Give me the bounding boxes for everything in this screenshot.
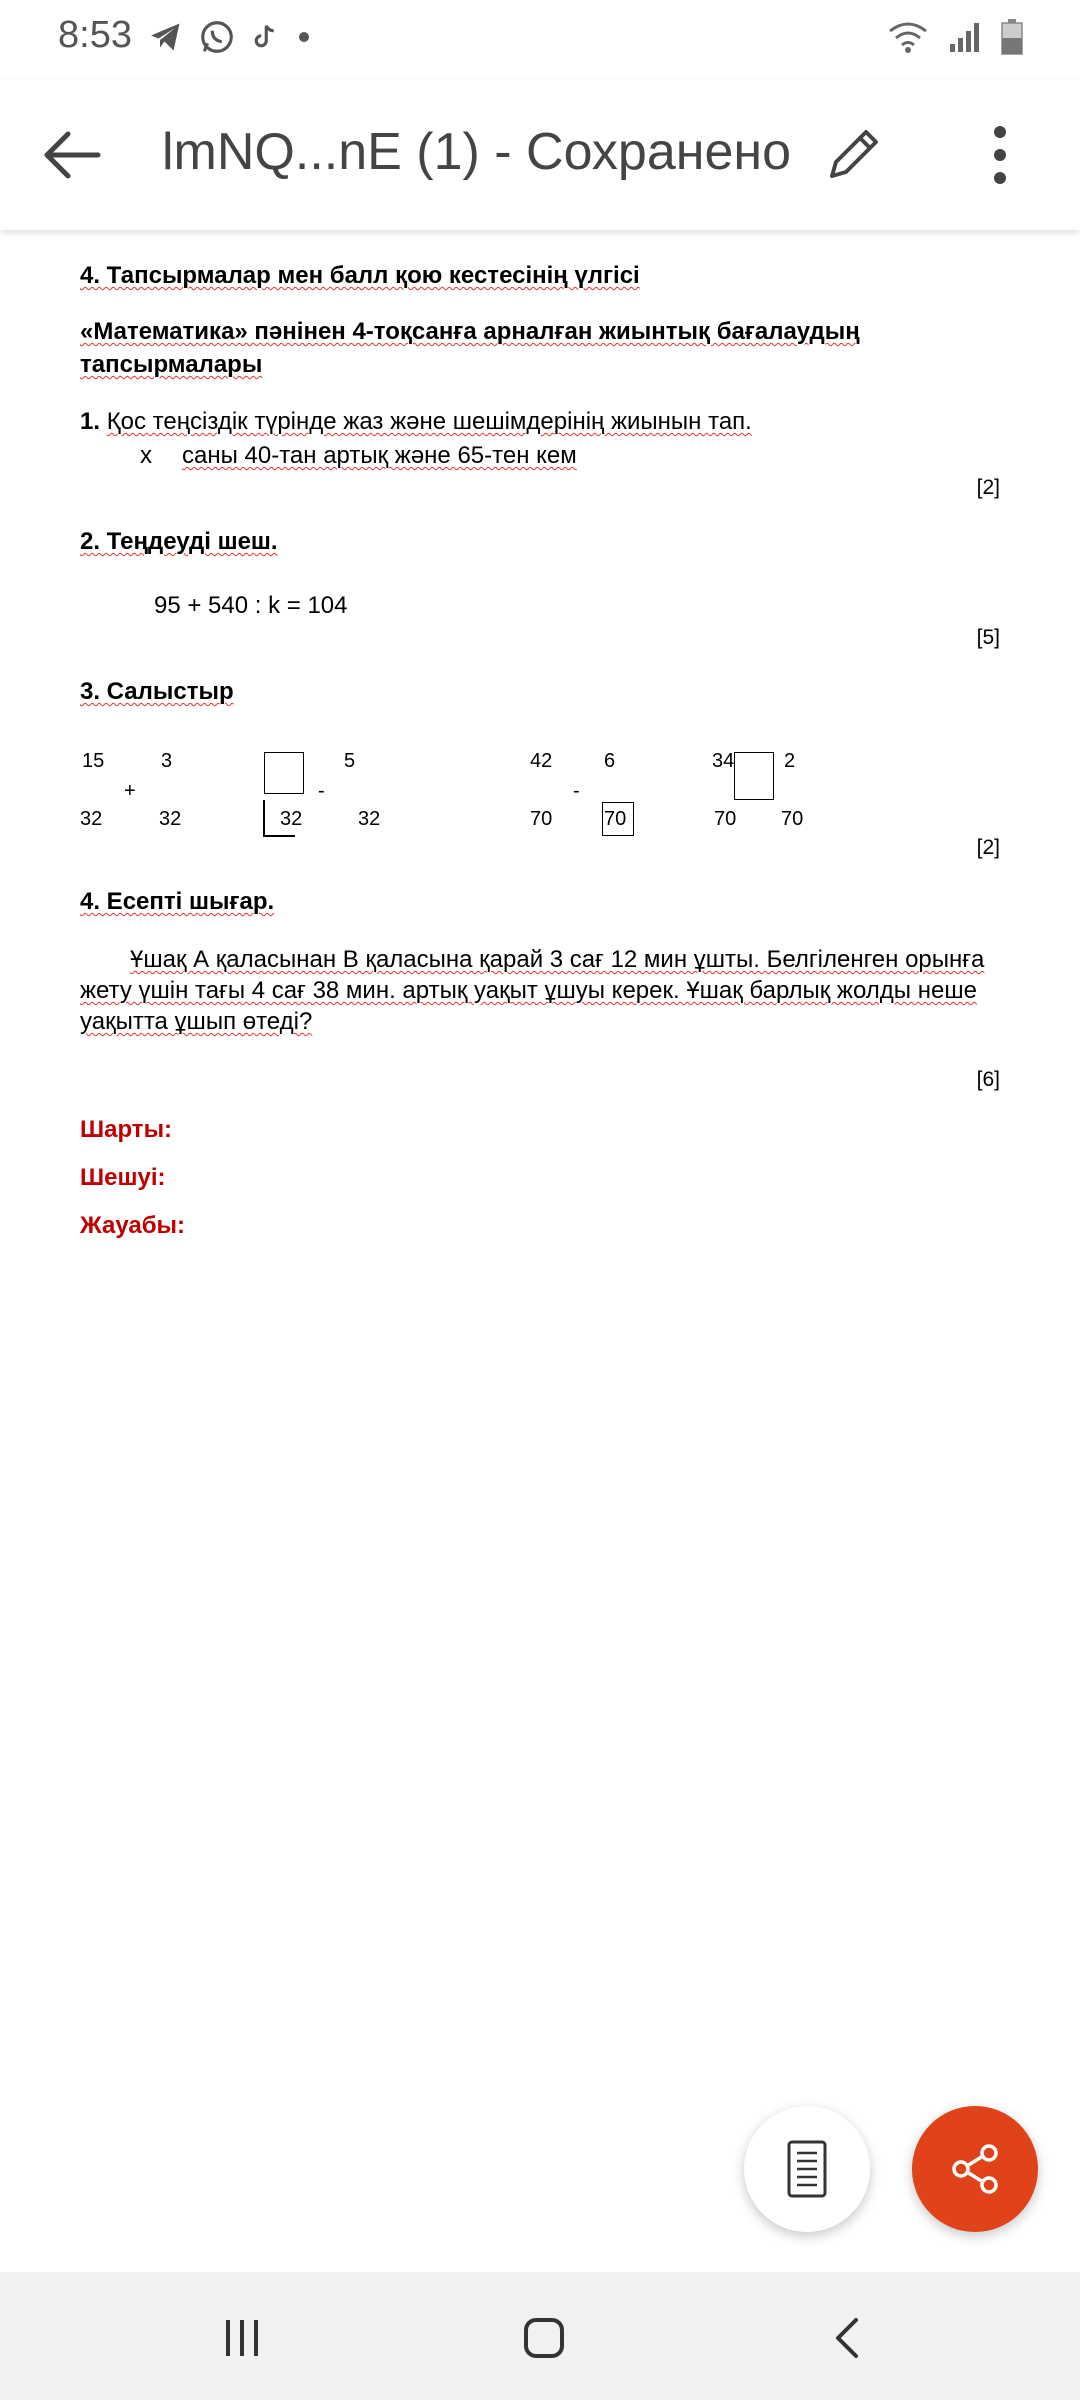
fraction-denominator: 70 [781,808,804,830]
battery-icon [1000,18,1024,56]
task4-text-line3: уақытта ұшып өтеді? [80,1008,313,1035]
task1-line [80,408,752,436]
reading-mode-button[interactable] [744,2106,870,2232]
home-icon [520,2314,568,2362]
operator-minus: - [318,780,325,802]
fraction-numerator: 2 [784,750,796,772]
reading-mode-icon [785,2139,829,2199]
task1-number: 1. [80,408,101,435]
fraction-numerator: 34 [712,750,735,772]
task2-equation: 95 + 540 : k = 104 [154,592,348,619]
status-time: 8:53 [58,14,132,56]
fraction-numerator: 5 [344,750,356,772]
whatsapp-icon [198,18,236,56]
task4-score: [6] [976,1068,1000,1091]
share-icon [945,2139,1005,2199]
fraction-denominator: 32 [159,808,182,830]
task4-text-line2: жету үшін тағы 4 сағ 38 мин. артық уақыт ұшуы керек. Ұшақ барлық жолды неше [80,977,977,1004]
home-button[interactable] [514,2310,574,2366]
box-bracket [263,800,265,836]
doc-heading: 4. Тапсырмалар мен балл қою кестесінің үлгісі [80,262,640,289]
fraction-denominator: 32 [358,808,381,830]
status-bar [0,0,1080,80]
wifi-icon [886,19,930,55]
edit-button[interactable] [818,120,888,190]
share-button[interactable] [912,2106,1038,2232]
recents-icon [220,2316,264,2360]
task3-title: 3. Салыстыр [80,678,234,705]
answer-box[interactable] [734,752,774,800]
more-options-button[interactable] [972,120,1028,190]
doc-subheading-line1: «Математика» пәнінен 4-тоқсанға арналған жиынтық бағалаудың [80,318,860,345]
task2-title: 2. Теңдеуді шеш. [80,528,278,555]
solution-label: Шешуі: [80,1164,166,1191]
answer-box[interactable] [264,752,304,794]
fraction-denominator: 32 [280,808,303,830]
task4-text-line1: Ұшақ А қаласынан В қаласына қарай 3 сағ 12 мин ұшты. Белгіленген орынға [130,946,985,973]
operator-plus: + [124,780,136,802]
operator-minus: - [573,780,580,802]
app-bar [0,80,1080,230]
task1-score: [2] [976,476,1000,499]
task3-score: [2] [976,836,1000,859]
fraction-numerator: 3 [161,750,173,772]
back-button[interactable] [38,120,108,190]
fraction-numerator: 6 [604,750,616,772]
fraction-numerator: 15 [82,750,105,772]
nav-back-button[interactable] [818,2310,878,2366]
more-vertical-icon [972,120,1028,190]
task2-score: [5] [976,626,1000,649]
doc-subheading-line2: тапсырмалары [80,351,263,378]
task1-title: Қос теңсіздік түрінде жаз және шешімдерінің жиынын тап. [106,408,752,435]
task1-condition: саны 40-тан артық және 65-тен кем [182,442,577,469]
dot-icon [294,27,314,47]
telegram-icon [148,19,184,55]
fraction-denominator: 32 [80,808,103,830]
condition-label: Шарты: [80,1116,173,1143]
task4-title: 4. Есепті шығар. [80,888,275,915]
fraction-denominator: 70 [604,808,627,830]
system-icons [886,18,1024,56]
tiktok-icon [250,20,280,54]
recents-button[interactable] [212,2310,272,2366]
document-title: lmNQ...nE (1) - Сохранено [162,123,792,181]
fraction-numerator: 42 [530,750,553,772]
system-navigation-bar [0,2272,1080,2400]
notification-icons [148,18,314,56]
answer-label: Жауабы: [80,1212,186,1239]
nav-back-icon [826,2314,870,2362]
pencil-icon [818,120,888,190]
fraction-denominator: 70 [714,808,737,830]
arrow-left-icon [38,120,108,190]
box-bracket [263,835,295,837]
fraction-denominator: 70 [530,808,553,830]
task1-var: x [140,442,152,469]
signal-icon [948,20,982,54]
